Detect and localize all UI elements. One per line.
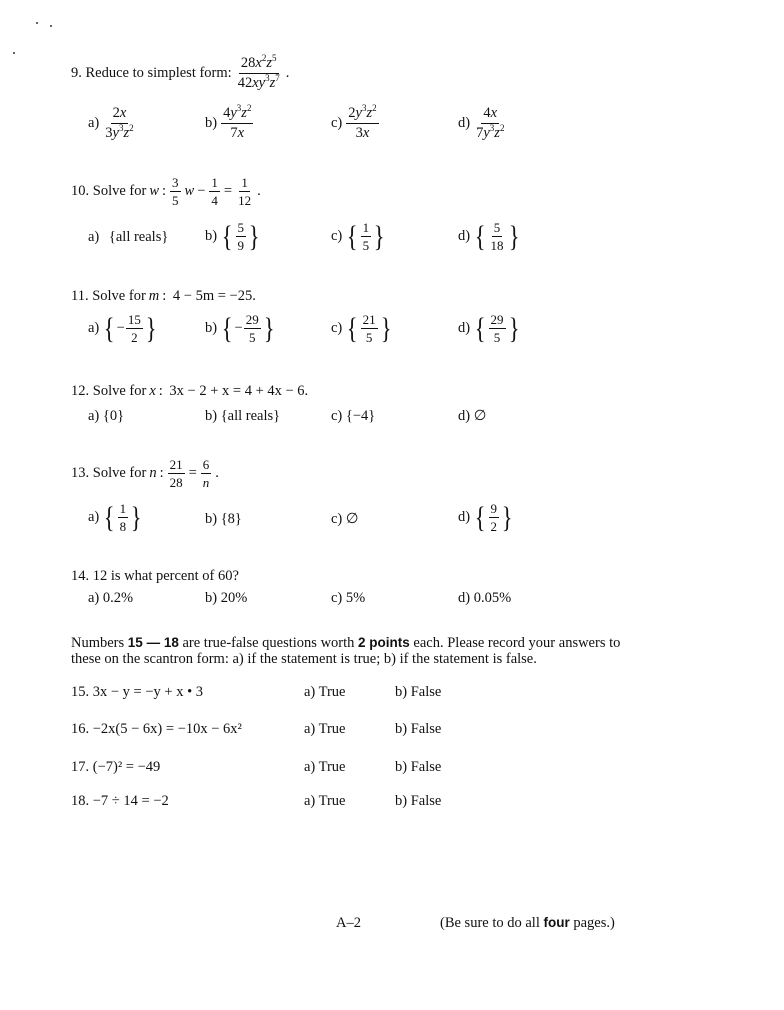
question-11: 11. Solve for m : 4 − 5m = −25. [71,288,256,304]
q9-option-d[interactable]: d) $\frac{4x}{7y^3z^2}$ [458,105,505,141]
tf-question-17: 17. (−7)² = −49 [71,759,161,775]
page-number: A–2 [336,915,361,931]
q11-option-d[interactable]: d) { $\frac{29}{5}$ } [458,311,520,345]
q9-option-c[interactable]: c) $\frac{2y^3z^2}{3x}$ [331,103,377,141]
scan-speck [13,52,15,54]
q10-option-c[interactable]: c) { $\frac{1}{5}$ } [331,219,385,253]
tf-16-false[interactable]: b) False [395,721,442,737]
q14-option-c[interactable]: c) 5% [331,590,366,606]
tf-question-18: 18. −7 ÷ 14 = −2 [71,793,169,809]
tf-17-false[interactable]: b) False [395,759,442,775]
question-9-label: 9. Reduce to simplest form: [71,64,232,81]
q12-option-c[interactable]: c) {−4} [331,408,376,424]
question-14: 14. 12 is what percent of 60? [71,568,239,584]
tf-question-16: 16. −2x(5 − 6x) = −10x − 6x² [71,721,242,737]
q13-option-b[interactable]: b) {8} [205,511,242,527]
tf-16-true[interactable]: a) True [304,721,346,737]
scan-speck [36,22,38,24]
q11-option-c[interactable]: c) { $\frac{21}{5}$ } [331,311,392,345]
question-9: 9. Reduce to simplest form: $\frac{28x^2z^5}{42xy^3z^7}$ . [71,53,290,91]
q11-option-b[interactable]: b) { − $\frac{29}{5}$ } [205,311,275,345]
tf-17-true[interactable]: a) True [304,759,346,775]
question-9-expression: $\frac{28x^2z^5}{42xy^3z^7}$ [237,53,280,91]
q10-option-d[interactable]: d) { $\frac{5}{18}$ } [458,219,520,253]
q14-option-d[interactable]: d) 0.05% [458,590,512,606]
true-false-instructions-line2: these on the scantron form: a) if the statement is true; b) if the statement is false. [71,651,537,667]
q12-option-d[interactable]: d) ∅ [458,408,487,424]
q10-option-b[interactable]: b) { $\frac{5}{9}$ } [205,219,260,253]
footer-note: (Be sure to do all four pages.) [440,915,615,931]
tf-question-15: 15. 3x − y = −y + x • 3 [71,684,204,700]
q14-option-a[interactable]: a) 0.2% [88,590,134,606]
q11-option-a[interactable]: a) { − $\frac{15}{2}$ } [88,311,157,345]
question-12: 12. Solve for x : 3x − 2 + x = 4 + 4x − 6. [71,383,309,399]
q13-option-a[interactable]: a) { $\frac{1}{8}$ } [88,500,142,534]
q9-option-a[interactable]: a) $\frac{2x}{3y^3z^2}$ [88,105,134,141]
tf-18-false[interactable]: b) False [395,793,442,809]
q10-option-a[interactable]: a) {all reals} [88,229,169,245]
tf-15-true[interactable]: a) True [304,684,346,700]
question-10: 10. Solve for w : $\frac{3}{5}$ w − $\frac{1}{4}$ = $\frac{1}{12}$ . [71,175,261,208]
q13-option-c[interactable]: c) ∅ [331,511,359,527]
q12-option-b[interactable]: b) {all reals} [205,408,281,424]
question-13: 13. Solve for n : $\frac{21}{28}$ = $\frac{6}{n}$ . [71,457,219,490]
true-false-instructions: Numbers 15 — 18 are true-false questions worth 2 points each. Please record your answers to [71,635,621,651]
scan-speck [50,25,52,27]
tf-15-false[interactable]: b) False [395,684,442,700]
q12-option-a[interactable]: a) {0} [88,408,125,424]
q14-option-b[interactable]: b) 20% [205,590,248,606]
q13-option-d[interactable]: d) { $\frac{9}{2}$ } [458,500,513,534]
q9-option-b[interactable]: b) $\frac{4y^3z^2}{7x}$ [205,103,252,141]
tf-18-true[interactable]: a) True [304,793,346,809]
